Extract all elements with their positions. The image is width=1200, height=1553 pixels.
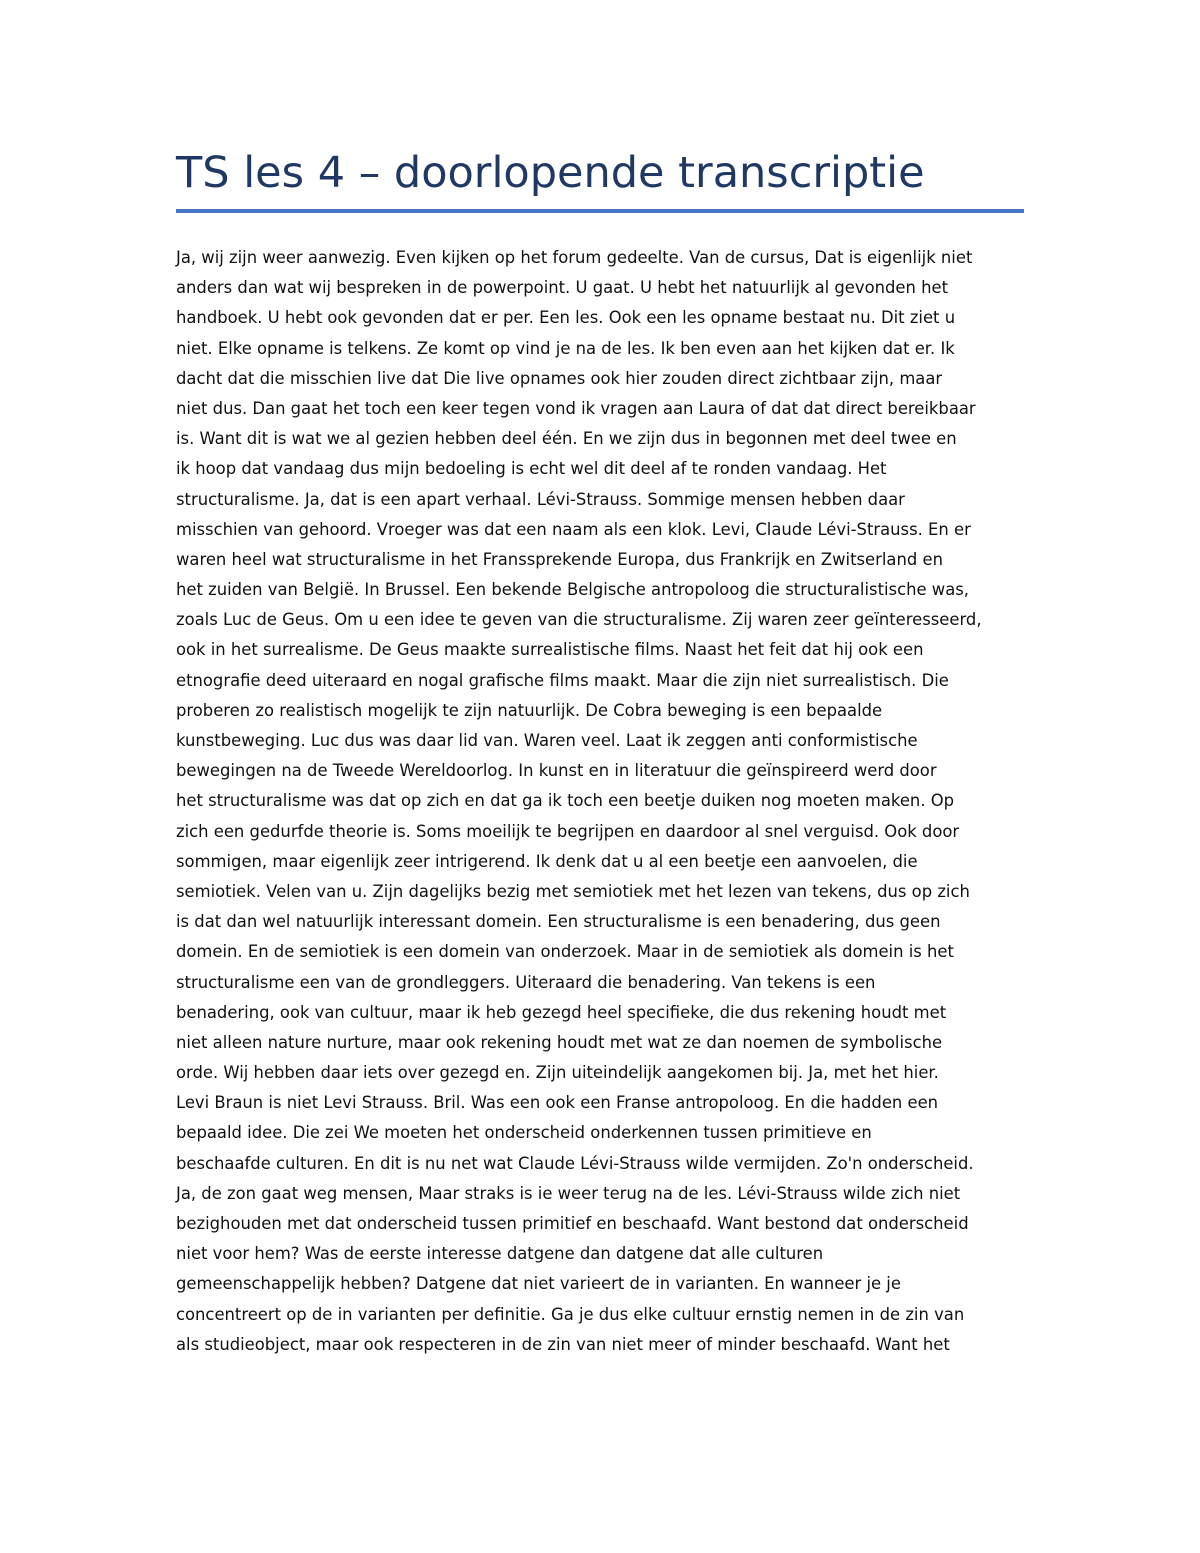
body-line: gemeenschappelijk hebben? Datgene dat niet varieert de in varianten. En wanneer je je — [176, 1274, 901, 1294]
title-underline — [176, 209, 1024, 213]
body-line: orde. Wij hebben daar iets over gezegd en. Zijn uiteindelijk aangekomen bij. Ja, met het hier. — [176, 1063, 939, 1083]
body-line: handboek. U hebt ook gevonden dat er per. Een les. Ook een les opname bestaat nu. Dit ziet u — [176, 308, 956, 328]
body-line: dacht dat die misschien live dat Die live opnames ook hier zouden direct zichtbaar zijn, maar — [176, 368, 943, 388]
body-line: is. Want dit is wat we al gezien hebben deel één. En we zijn dus in begonnen met deel twee en — [176, 429, 957, 449]
body-line: het structuralisme was dat op zich en dat ga ik toch een beetje duiken nog moeten maken. Op — [176, 791, 955, 811]
body-line: concentreert op de in varianten per definitie. Ga je dus elke cultuur ernstig nemen in de zin van — [176, 1304, 965, 1324]
body-line: structuralisme een van de grondleggers. Uiteraard die benadering. Van tekens is een — [176, 972, 876, 992]
body-line: Levi Braun is niet Levi Strauss. Bril. Was een ook een Franse antropoloog. En die hadden een — [176, 1093, 939, 1113]
body-line: is dat dan wel natuurlijk interessant domein. Een structuralisme is een benadering, dus geen — [176, 912, 941, 932]
body-line: ook in het surrealisme. De Geus maakte surrealistische films. Naast het feit dat hij ook een — [176, 640, 924, 660]
body-line: niet alleen nature nurture, maar ook rekening houdt met wat ze dan noemen de symbolische — [176, 1032, 943, 1052]
body-line: kunstbeweging. Luc dus was daar lid van. Waren veel. Laat ik zeggen anti conformistische — [176, 731, 918, 750]
body-line: waren heel wat structuralisme in het Franssprekende Europa, dus Frankrijk en Zwitserland en — [176, 549, 943, 569]
body-line: zoals Luc de Geus. Om u een idee te geven van die structuralisme. Zij waren zeer geïnteresseerd, — [176, 610, 982, 630]
body-line: Ja, wij zijn weer aanwezig. Even kijken op het forum gedeelte. Van de cursus, Dat is eigenlijk niet — [176, 248, 973, 267]
body-line: bewegingen na de Tweede Wereldoorlog. In kunst en in literatuur die geïnspireerd werd door — [176, 761, 937, 781]
body-line: structuralisme. Ja, dat is een apart verhaal. Lévi-Strauss. Sommige mensen hebben daar — [176, 489, 905, 509]
body-line: ik hoop dat vandaag dus mijn bedoeling is echt wel dit deel af te ronden vandaag. Het — [176, 459, 887, 479]
body-line: proberen zo realistisch mogelijk te zijn natuurlijk. De Cobra beweging is een bepaalde — [176, 700, 883, 720]
body-line: beschaafde culturen. En dit is nu net wat Claude Lévi-Strauss wilde vermijden. Zo'n onderscheid. — [176, 1153, 974, 1173]
body-line: niet dus. Dan gaat het toch een keer tegen vond ik vragen aan Laura of dat dat direct bereikbaar — [176, 398, 976, 418]
body-line: domein. En de semiotiek is een domein van onderzoek. Maar in de semiotiek als domein is het — [176, 942, 954, 962]
body-line: anders dan wat wij bespreken in de powerpoint. U gaat. U hebt het natuurlijk al gevonden het — [176, 278, 948, 298]
body-line: niet. Elke opname is telkens. Ze komt op vind je na de les. Ik ben even aan het kijken dat er. Ik — [176, 338, 955, 358]
body-line: misschien van gehoord. Vroeger was dat een naam als een klok. Levi, Claude Lévi-Strauss. En er — [176, 519, 971, 539]
body-line: Ja, de zon gaat weg mensen, Maar straks is ie weer terug na de les. Lévi-Strauss wilde zich niet — [176, 1183, 961, 1203]
body-line: semiotiek. Velen van u. Zijn dagelijks bezig met semiotiek met het lezen van tekens, dus op zich — [176, 881, 970, 901]
document-title: TS les 4 – doorlopende transcriptie — [176, 148, 925, 198]
body-line: niet voor hem? Was de eerste interesse datgene dan datgene dat alle culturen — [176, 1244, 824, 1264]
body-line: sommigen, maar eigenlijk zeer intrigerend. Ik denk dat u al een beetje een aanvoelen, die — [176, 851, 918, 871]
body-line: etnografie deed uiteraard en nogal grafische films maakt. Maar die zijn niet surrealistisch. Die — [176, 670, 949, 690]
body-line: het zuiden van België. In Brussel. Een bekende Belgische antropoloog die structuralistische was, — [176, 580, 969, 600]
body-line: bezighouden met dat onderscheid tussen primitief en beschaafd. Want bestond dat onderscheid — [176, 1214, 969, 1233]
body-line: benadering, ook van cultuur, maar ik heb gezegd heel specifieke, die dus rekening houdt met — [176, 1002, 947, 1022]
transcript-body — [176, 243, 1026, 1360]
body-line: zich een gedurfde theorie is. Soms moeilijk te begrijpen en daardoor al snel verguisd. Ook door — [176, 821, 960, 841]
body-line: als studieobject, maar ook respecteren in de zin van niet meer of minder beschaafd. Want het — [176, 1334, 950, 1354]
body-line: bepaald idee. Die zei We moeten het onderscheid onderkennen tussen primitieve en — [176, 1123, 872, 1143]
